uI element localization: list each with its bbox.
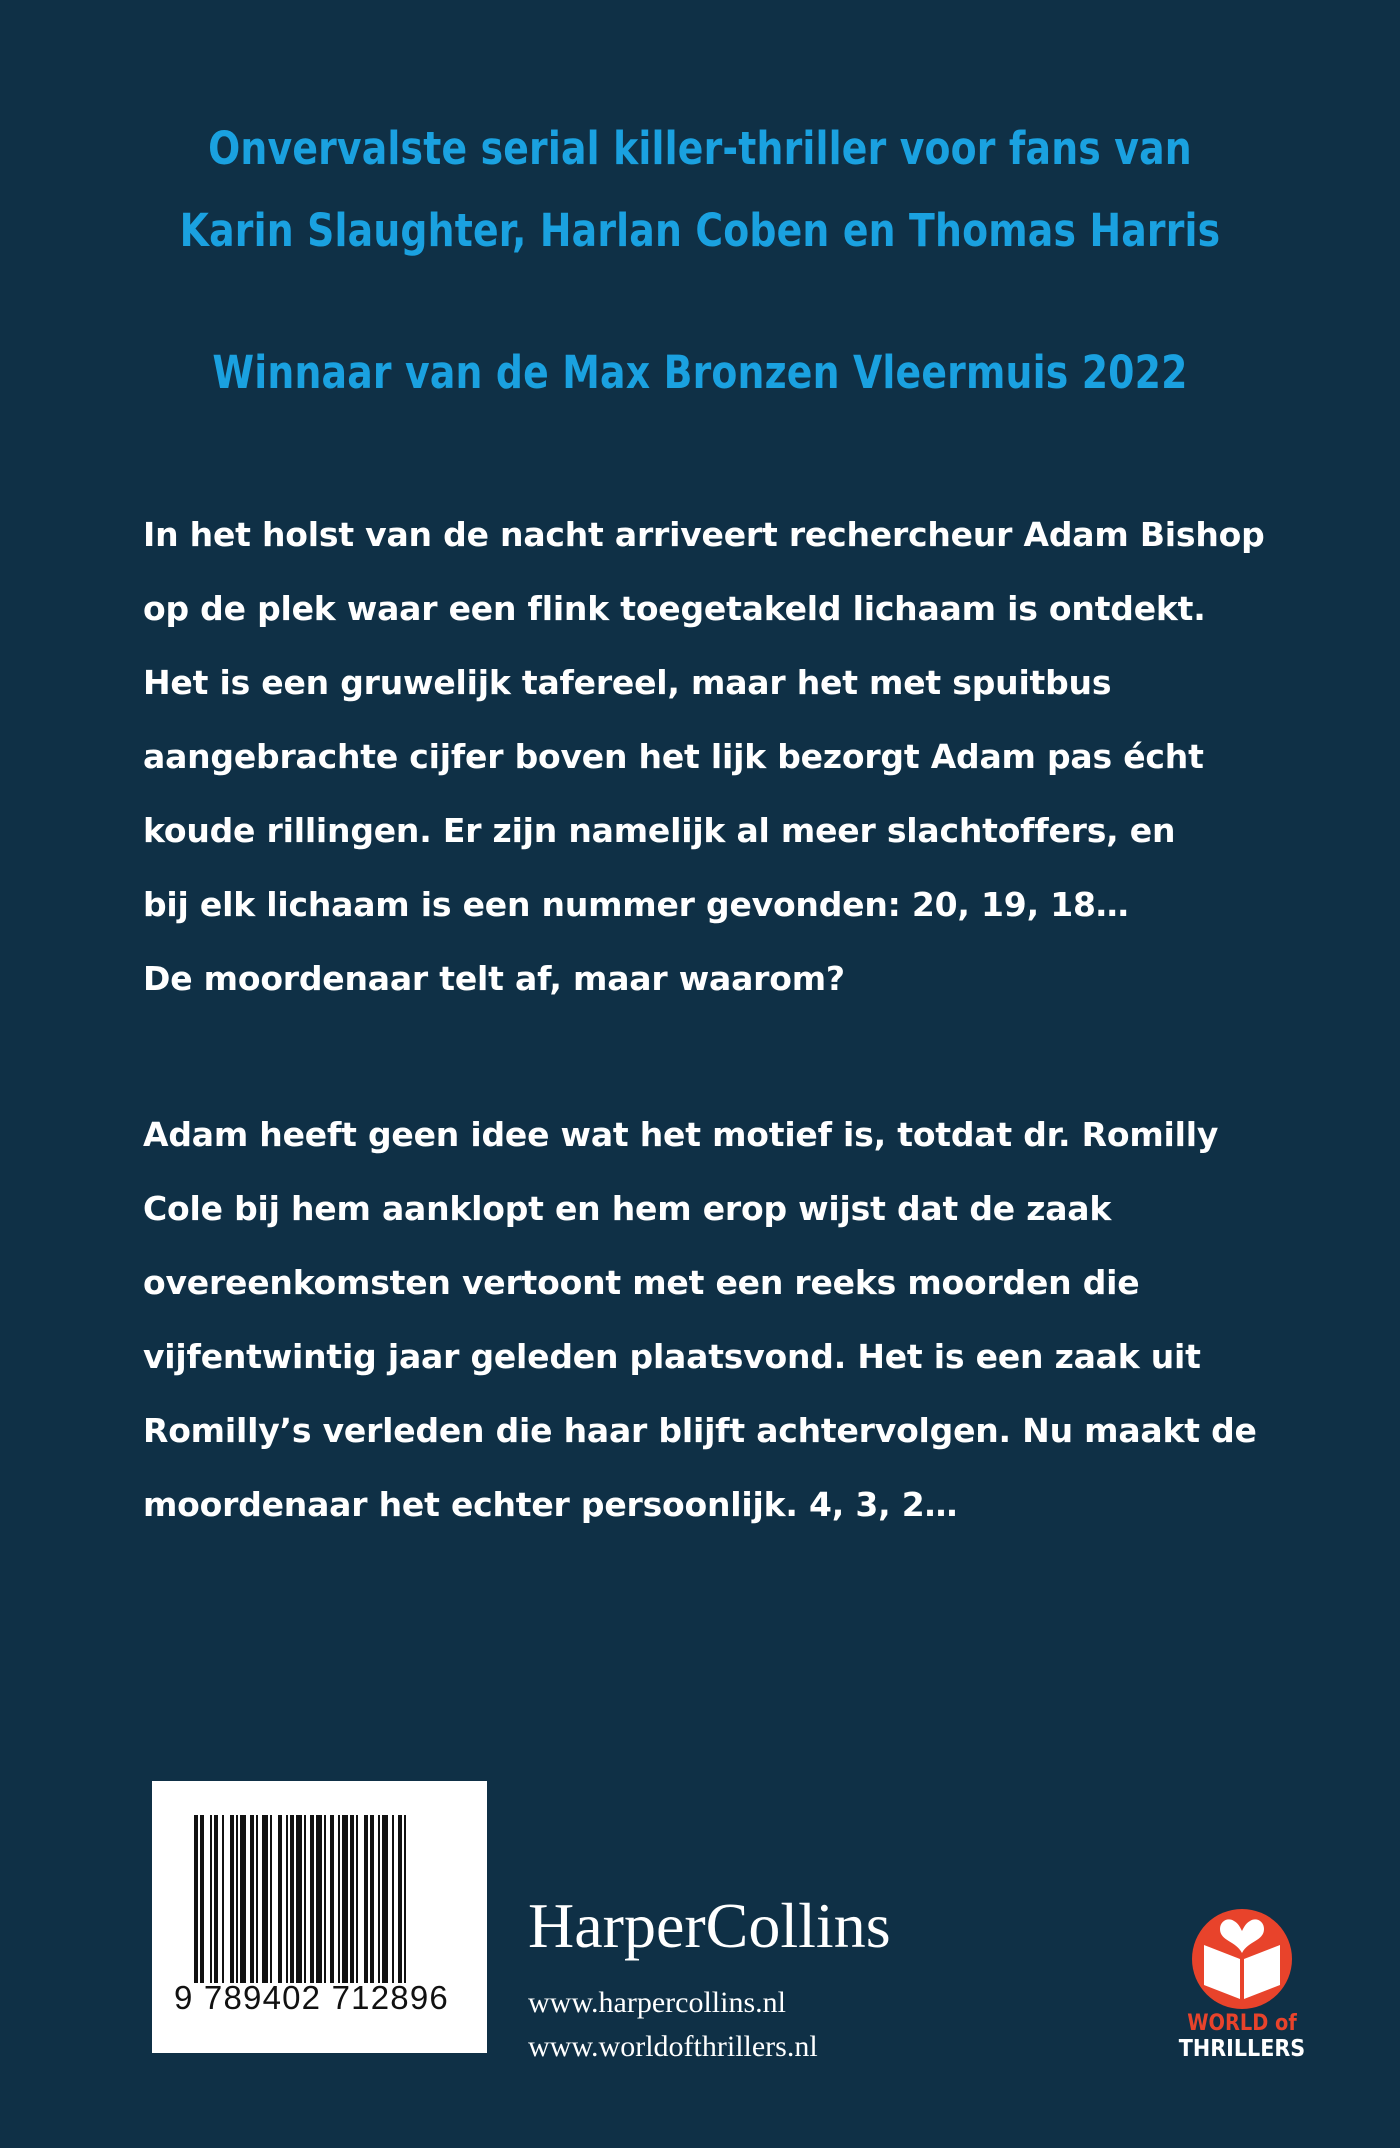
thrillers-url: www.worldofthrillers.nl xyxy=(528,2030,818,2063)
barcode-bar xyxy=(338,1815,340,1983)
synopsis-line: De moordenaar telt af, maar waarom? xyxy=(143,959,845,998)
barcode-bar xyxy=(256,1815,258,1983)
barcode-bar xyxy=(310,1815,314,1983)
barcode-bar xyxy=(378,1815,380,1983)
synopsis-line: Romilly’s verleden die haar blijft achtervolgen. Nu maakt de xyxy=(143,1411,1257,1450)
synopsis-line: op de plek waar een flink toegetakeld lichaam is ontdekt. xyxy=(143,589,1206,628)
barcode-bar xyxy=(350,1815,354,1983)
isbn-digits: 9 789402 712896 xyxy=(174,1979,449,2016)
world-of-thrillers-logo xyxy=(1162,1907,1322,2067)
tagline xyxy=(112,108,1288,272)
barcode-bar xyxy=(382,1815,388,1983)
synopsis-line: Adam heeft geen idee wat het motief is, totdat dr. Romilly xyxy=(143,1115,1219,1154)
synopsis-paragraph-1 xyxy=(143,498,1273,1016)
synopsis-line: aangebrachte cijfer boven het lijk bezorgt Adam pas écht xyxy=(143,737,1204,776)
barcode-bar xyxy=(324,1815,326,1983)
publisher-url: www.harpercollins.nl xyxy=(528,1986,786,2019)
synopsis-line: koude rillingen. Er zijn namelijk al meer slachtoffers, en xyxy=(143,811,1176,850)
synopsis-line: overeenkomsten vertoont met een reeks moorden die xyxy=(143,1263,1140,1302)
synopsis-paragraph-2 xyxy=(143,1098,1273,1542)
barcode-bar xyxy=(270,1815,272,1983)
award-line: Winnaar van de Max Bronzen Vleermuis 2022 xyxy=(212,346,1188,399)
barcode-bar xyxy=(236,1815,238,1983)
barcode-bar xyxy=(398,1815,402,1983)
barcode-bar xyxy=(342,1815,348,1983)
barcode-bar xyxy=(278,1815,282,1983)
open-book-heart-icon xyxy=(1162,1907,1322,2012)
tagline-line: Onvervalste serial killer-thriller voor fans van xyxy=(208,122,1192,175)
synopsis-line: bij elk lichaam is een nummer gevonden: 20, 19, 18… xyxy=(143,885,1129,924)
synopsis-line: Het is een gruwelijk tafereel, maar het met spuitbus xyxy=(143,663,1112,702)
barcode-bar xyxy=(250,1815,254,1983)
barcode-bar xyxy=(290,1815,294,1983)
barcode-bar xyxy=(286,1815,288,1983)
barcode-bar xyxy=(194,1815,198,1983)
logo-line-2: THRILLERS xyxy=(1178,2036,1306,2062)
publisher-name: HarperCollins xyxy=(528,1890,891,1961)
barcode-bar xyxy=(222,1815,224,1983)
tagline-line: Karin Slaughter, Harlan Coben en Thomas Harris xyxy=(179,204,1221,257)
barcode-bar xyxy=(296,1815,302,1983)
barcode-bar xyxy=(210,1815,212,1983)
barcode-bar xyxy=(262,1815,268,1983)
barcode-bar xyxy=(304,1815,306,1983)
barcode-bar xyxy=(200,1815,204,1983)
barcode-bar xyxy=(392,1815,394,1983)
synopsis-line: moordenaar het echter persoonlijk. 4, 3, 2… xyxy=(143,1485,958,1524)
barcode-bars xyxy=(194,1815,452,1983)
barcode-bar xyxy=(240,1815,246,1983)
barcode xyxy=(152,1781,487,2053)
barcode-bar xyxy=(404,1815,406,1983)
logo-line-1: WORLD of xyxy=(1187,2011,1297,2036)
barcode-bar xyxy=(316,1815,322,1983)
barcode-bar xyxy=(370,1815,374,1983)
barcode-bar xyxy=(230,1815,234,1983)
synopsis-line: In het holst van de nacht arriveert rechercheur Adam Bishop xyxy=(143,515,1265,554)
synopsis-line: Cole bij hem aanklopt en hem erop wijst dat de zaak xyxy=(143,1189,1112,1228)
barcode-bar xyxy=(356,1815,358,1983)
barcode-bar xyxy=(330,1815,334,1983)
barcode-bar xyxy=(364,1815,368,1983)
barcode-bar xyxy=(214,1815,218,1983)
synopsis-line: vijfentwintig jaar geleden plaatsvond. Het is een zaak uit xyxy=(143,1337,1201,1376)
